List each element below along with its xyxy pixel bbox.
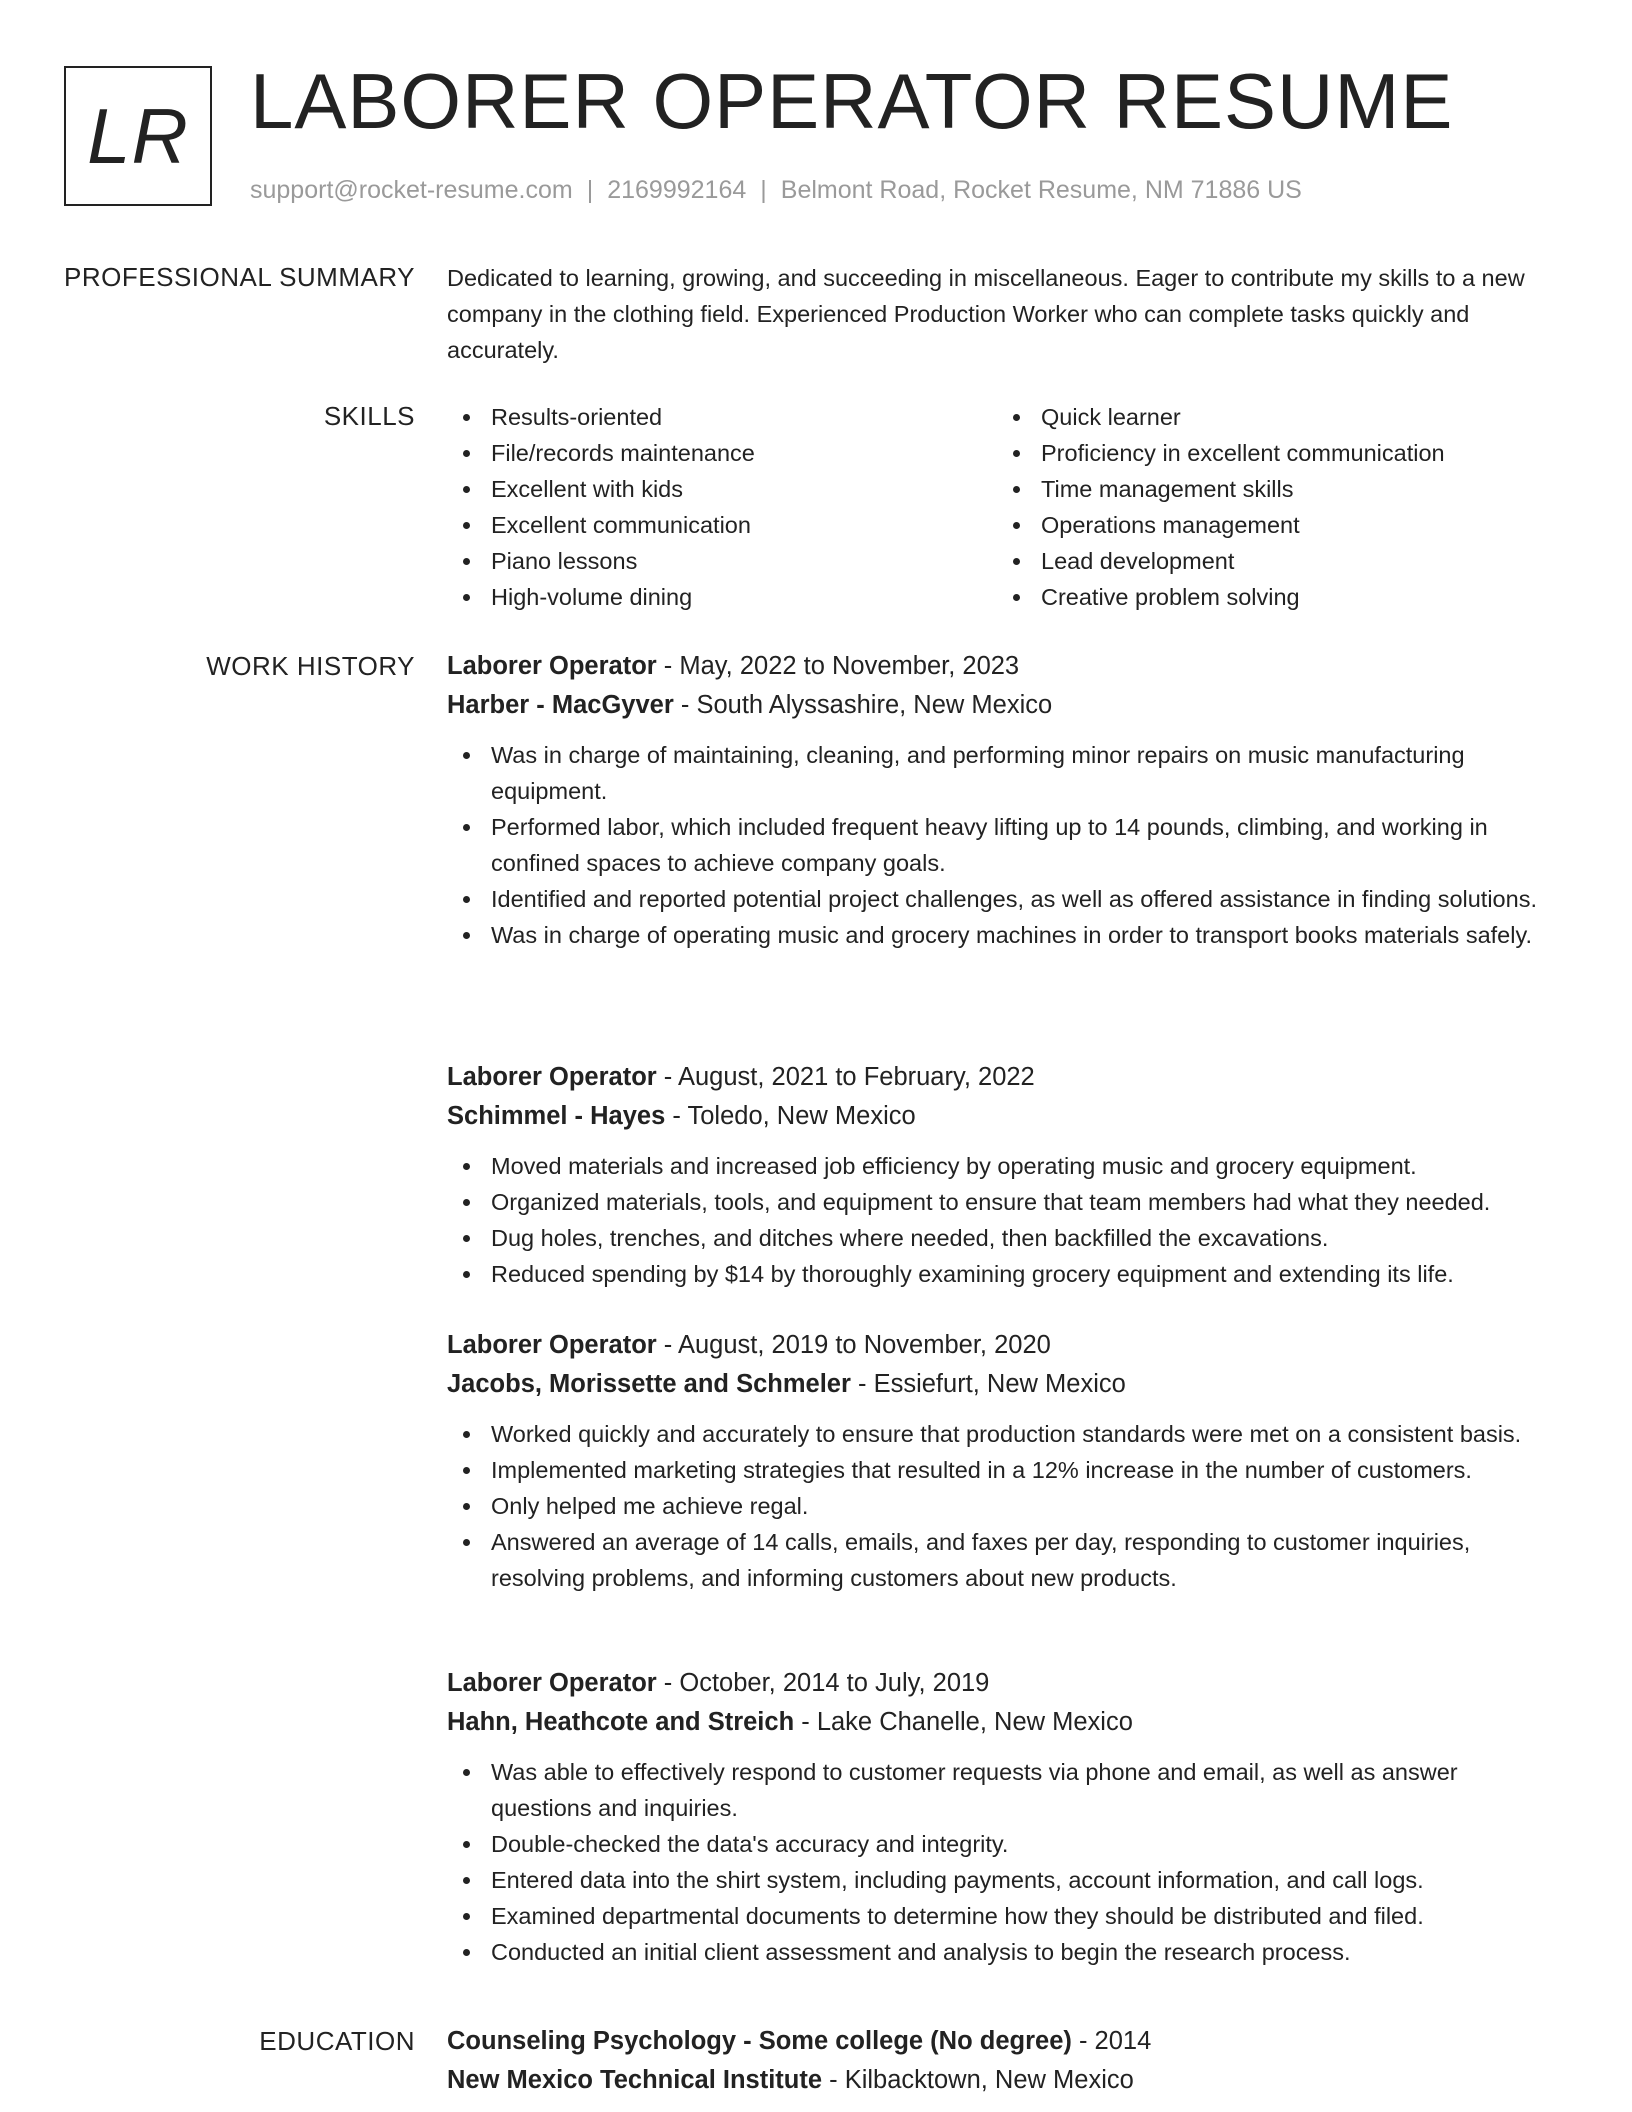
job-entry — [447, 1664, 1557, 1970]
job-title: Laborer Operator — [447, 1669, 657, 1697]
job-entry — [447, 1058, 1557, 1292]
summary-text: Dedicated to learning, growing, and succeeding in miscellaneous. Eager to contribute my skills to a new company in the clothing field. Experienced Production Worker who can complete tasks quickly and accurately. — [447, 265, 1525, 363]
education-entry — [447, 2022, 1557, 2100]
job-dates: - May, 2022 to November, 2023 — [656, 652, 1020, 680]
job-company: Schimmel - Hayes — [447, 1102, 666, 1130]
section-label-skills: SKILLS — [323, 401, 415, 431]
job-bullet: Moved materials and increased job efficiency by operating music and grocery equipment. — [447, 1148, 1557, 1184]
job-company: Hahn, Heathcote and Streich — [447, 1708, 795, 1736]
skill-item: Quick learner — [997, 399, 1547, 435]
job-bullets — [447, 737, 1557, 953]
summary-content — [447, 260, 1557, 368]
resume-title: LABORER OPERATOR RESUME — [250, 57, 1454, 145]
skill-item: File/records maintenance — [447, 435, 997, 471]
education-school: New Mexico Technical Institute — [447, 2066, 823, 2094]
job-location: - Lake Chanelle, New Mexico — [794, 1708, 1133, 1736]
job-entry — [447, 647, 1557, 953]
job-title-line — [447, 1664, 1557, 1703]
skill-item: Proficiency in excellent communication — [997, 435, 1547, 471]
education-degree-line — [447, 2022, 1557, 2061]
job-title: Laborer Operator — [447, 652, 657, 680]
job-bullet: Organized materials, tools, and equipment to ensure that team members had what they needed. — [447, 1184, 1557, 1220]
job-bullet: Conducted an initial client assessment and analysis to begin the research process. — [447, 1934, 1557, 1970]
skill-item: Operations management — [997, 507, 1547, 543]
job-company: Harber - MacGyver — [447, 691, 674, 719]
job-bullet: Dug holes, trenches, and ditches where needed, then backfilled the excavations. — [447, 1220, 1557, 1256]
skill-item: Excellent communication — [447, 507, 997, 543]
education-degree: Counseling Psychology - Some college (No degree) — [447, 2027, 1072, 2055]
job-bullet: Double-checked the data's accuracy and integrity. — [447, 1826, 1557, 1862]
job-bullet: Implemented marketing strategies that resulted in a 12% increase in the number of customers. — [447, 1452, 1557, 1488]
education-location: - Kilbacktown, New Mexico — [822, 2066, 1134, 2094]
job-company-line — [447, 1097, 1557, 1136]
job-company: Jacobs, Morissette and Schmeler — [447, 1370, 851, 1398]
contact-separator: | — [760, 176, 767, 204]
job-bullet: Worked quickly and accurately to ensure that production standards were met on a consistent basis. — [447, 1416, 1557, 1452]
section-label-education: EDUCATION — [259, 2026, 415, 2056]
section-label-summary: PROFESSIONAL SUMMARY — [64, 262, 415, 292]
job-bullet: Was in charge of operating music and grocery machines in order to transport books materials safely. — [447, 917, 1557, 953]
job-bullet: Examined departmental documents to determine how they should be distributed and filed. — [447, 1898, 1557, 1934]
job-bullet: Answered an average of 14 calls, emails, and faxes per day, responding to customer inquiries, resolving problems, and informing customers about new products. — [447, 1524, 1557, 1596]
skill-item: Time management skills — [997, 471, 1547, 507]
job-location: - Essiefurt, New Mexico — [850, 1370, 1126, 1398]
job-entry — [447, 1326, 1557, 1596]
skill-item: Creative problem solving — [997, 579, 1547, 615]
skills-column-right — [997, 399, 1547, 615]
contact-email[interactable]: support@rocket-resume.com — [250, 176, 573, 204]
contact-line — [250, 176, 1302, 205]
education-year: - 2014 — [1071, 2027, 1152, 2055]
skill-item: High-volume dining — [447, 579, 997, 615]
job-bullets — [447, 1416, 1557, 1596]
job-title-line — [447, 1326, 1557, 1365]
job-bullet: Identified and reported potential project challenges, as well as offered assistance in finding solutions. — [447, 881, 1557, 917]
job-company-line — [447, 1703, 1557, 1742]
job-bullets — [447, 1754, 1557, 1970]
job-bullet: Entered data into the shirt system, including payments, account information, and call logs. — [447, 1862, 1557, 1898]
job-bullets — [447, 1148, 1557, 1292]
skill-item: Results-oriented — [447, 399, 997, 435]
job-bullet: Reduced spending by $14 by thoroughly examining grocery equipment and extending its life. — [447, 1256, 1557, 1292]
contact-separator: | — [586, 176, 594, 204]
job-dates: - August, 2021 to February, 2022 — [656, 1063, 1035, 1091]
section-label-work-history: WORK HISTORY — [206, 651, 415, 681]
job-dates: - August, 2019 to November, 2020 — [656, 1331, 1051, 1359]
skills-column-left — [447, 399, 997, 615]
job-title: Laborer Operator — [447, 1063, 657, 1091]
skill-item: Lead development — [997, 543, 1547, 579]
job-title: Laborer Operator — [447, 1331, 657, 1359]
job-title-line — [447, 1058, 1557, 1097]
education-school-line — [447, 2061, 1557, 2100]
job-title-line — [447, 647, 1557, 686]
contact-phone[interactable]: 2169992164 — [607, 176, 747, 204]
job-bullet: Was able to effectively respond to customer requests via phone and email, as well as answer questions and inquiries. — [447, 1754, 1557, 1826]
skill-item: Excellent with kids — [447, 471, 997, 507]
job-dates: - October, 2014 to July, 2019 — [656, 1669, 990, 1697]
skills-list — [447, 399, 1557, 615]
skill-item: Piano lessons — [447, 543, 997, 579]
contact-address: Belmont Road, Rocket Resume, NM 71886 US — [780, 176, 1302, 204]
job-company-line — [447, 686, 1557, 725]
job-location: - South Alyssashire, New Mexico — [673, 691, 1053, 719]
job-location: - Toledo, New Mexico — [665, 1102, 916, 1130]
job-bullet: Was in charge of maintaining, cleaning, and performing minor repairs on music manufacturing equipment. — [447, 737, 1557, 809]
job-bullet: Only helped me achieve regal. — [447, 1488, 1557, 1524]
job-company-line — [447, 1365, 1557, 1404]
monogram-badge: LR — [64, 66, 212, 206]
job-bullet: Performed labor, which included frequent heavy lifting up to 14 pounds, climbing, and working in confined spaces to achieve company goals. — [447, 809, 1557, 881]
